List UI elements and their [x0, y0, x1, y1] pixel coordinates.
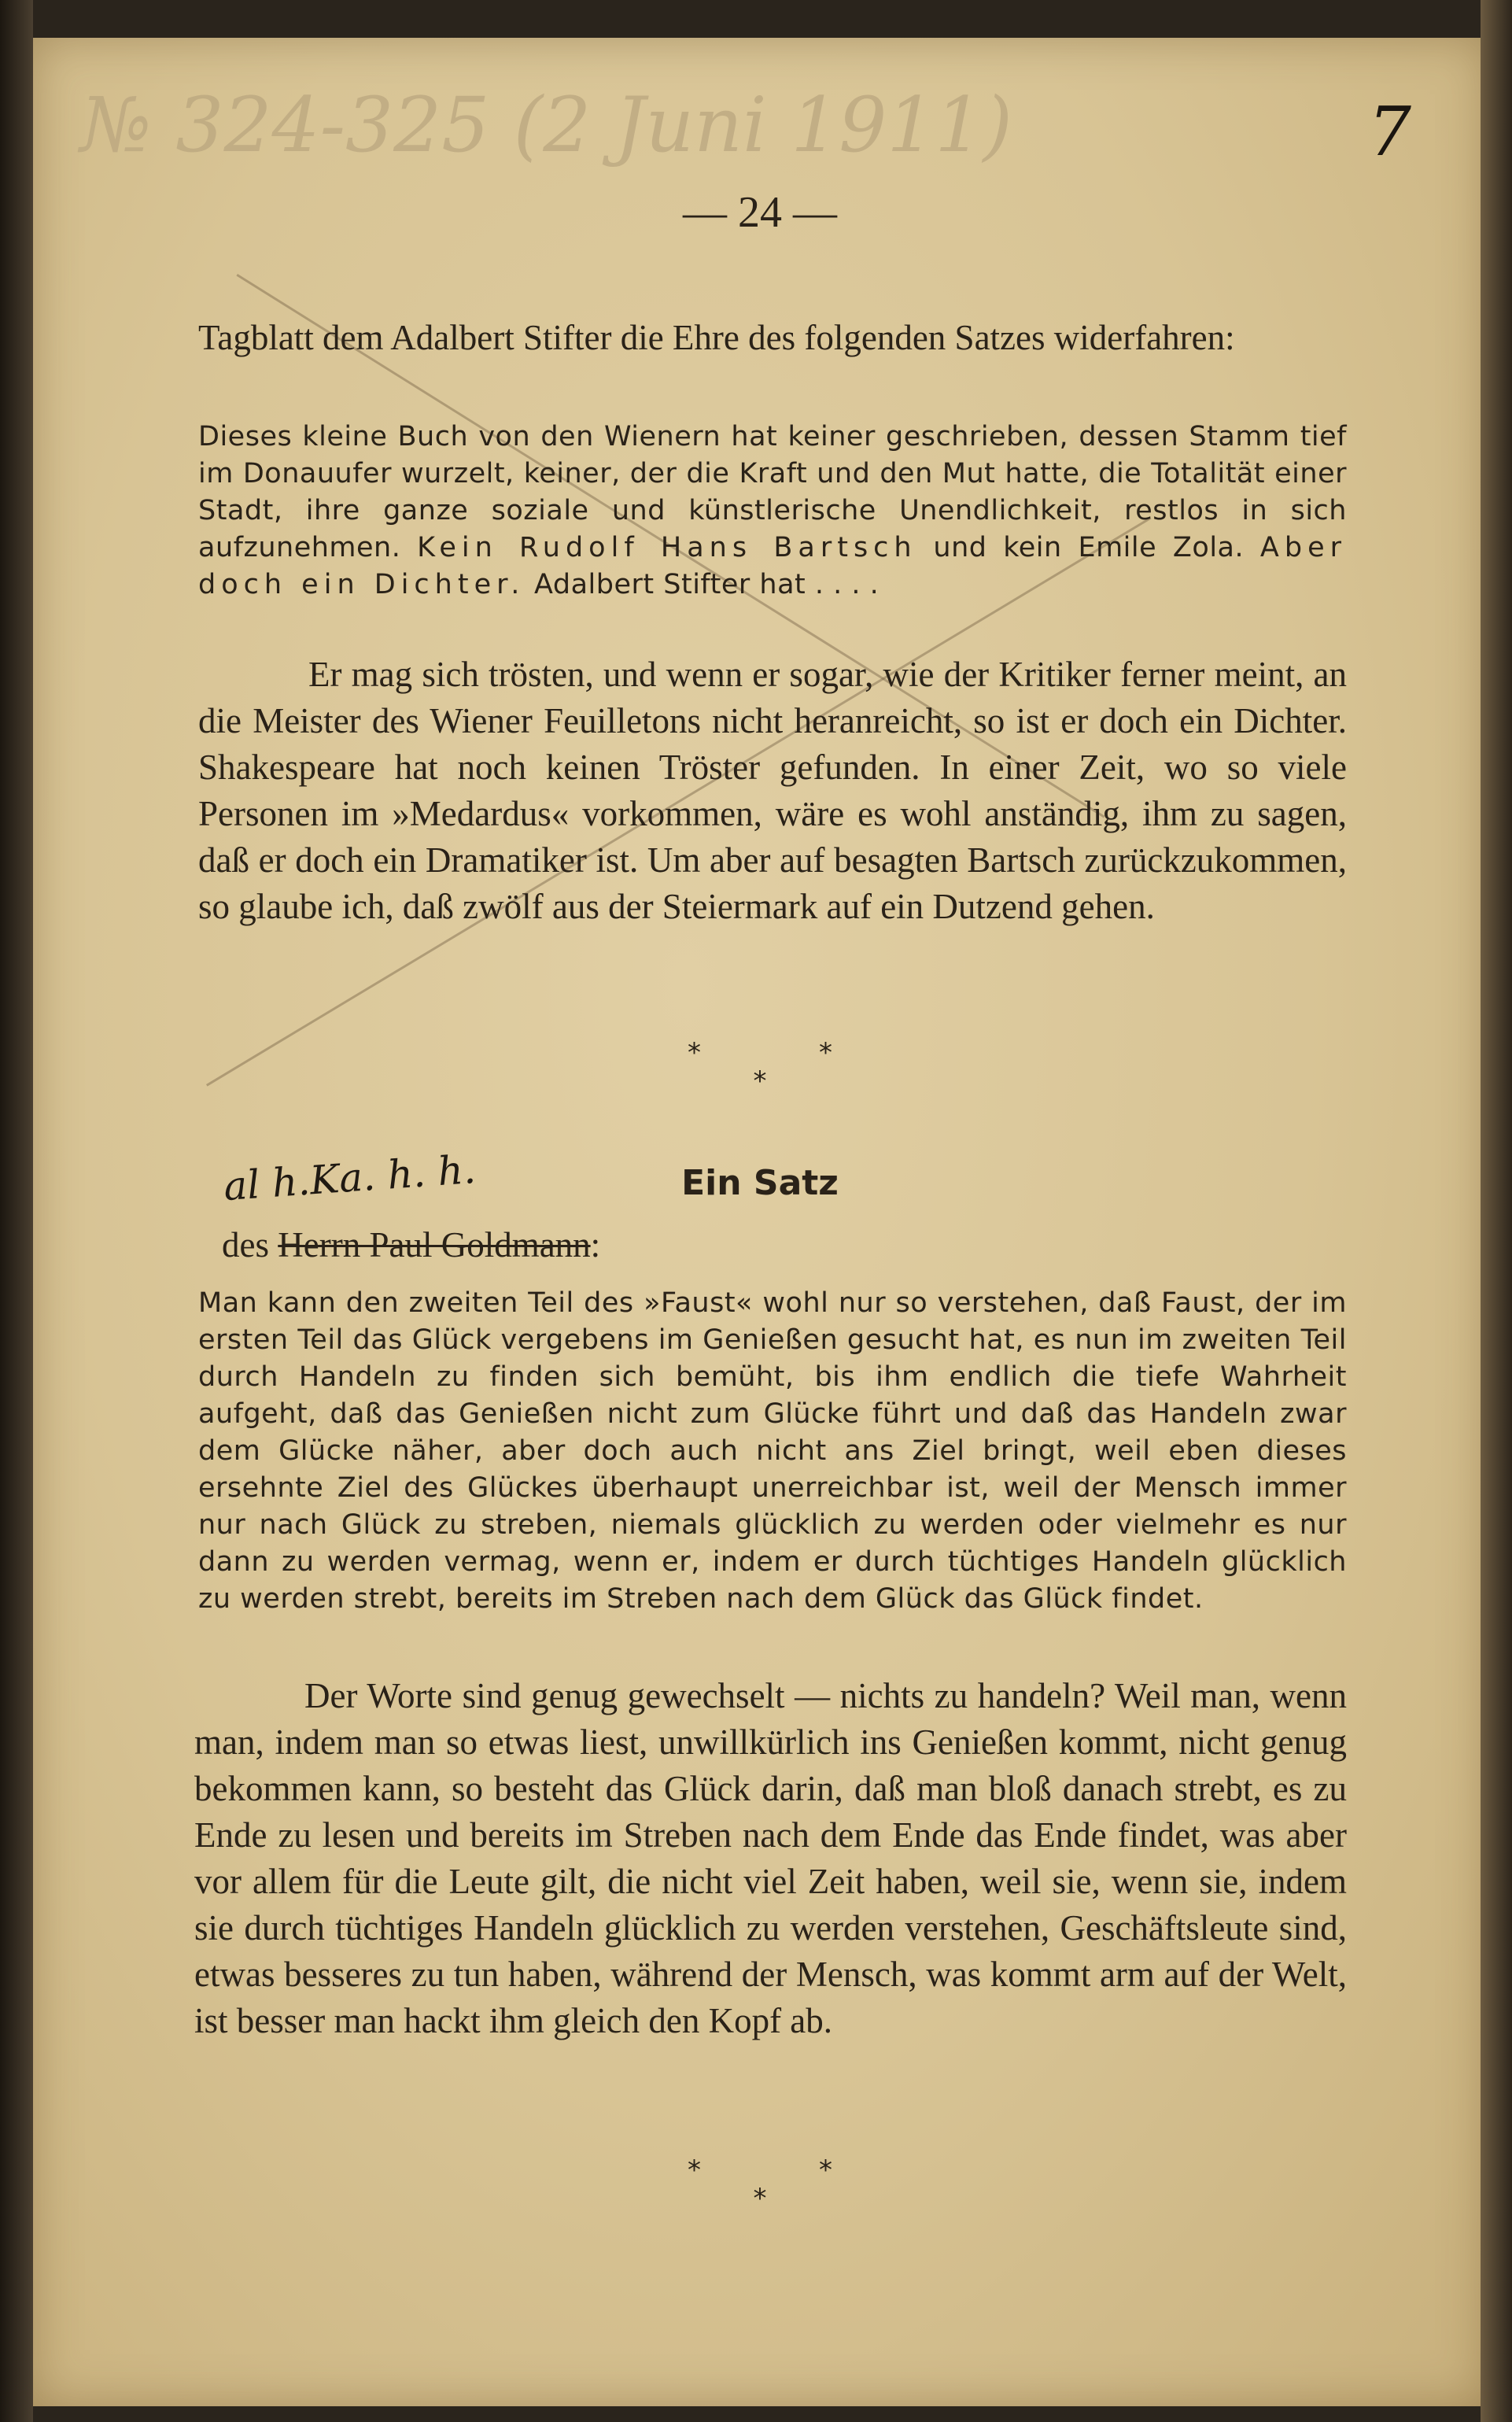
quote-block: Man kann den zweiten Teil des »Faust« wohl nur so verstehen, daß Faust, der im ersten Teil das Glück vergebens im Genießen gesucht hat, es nun im zweiten Teil durch Handeln zu finden sich bemüht, bis ihm endlich die tiefe Wahrheit aufgeht, daß das Genießen nicht zum Glücke führt und daß das Handeln zwar dem Glücke näher, aber doch auch nicht ans Ziel bringt, weil eben dieses ersehnte Ziel des Glückes überhaupt unerreichbar ist, weil der Mensch immer nur nach Glück zu streben, niemals glücklich zu werden oder vielmehr es nur dann zu werden vermag, wenn er, indem er durch tüchtiges Handeln glücklich zu werden strebt, bereits im Streben nach dem Glück das Glück findet. [198, 1287, 1347, 1615]
handwritten-annotation: al h.Ka. h. h. [222, 1146, 478, 1210]
struck-name: Herrn Paul Goldmann [278, 1225, 591, 1265]
quote-spaced-text: Kein Rudolf Hans Bartsch [417, 532, 917, 563]
book-binding [0, 0, 33, 2422]
page-number: — 24 — [683, 188, 837, 237]
quote-text: Dieses kleine Buch von den Wienern hat keiner geschrieben, dessen Stamm tief im Donauufer wurzelt, keiner, der die Kraft und den Mut hatte, die Totalität einer Stadt, ihre ganze soziale und künstlerische Unendlichkeit, restlos in sich aufzunehmen. [198, 421, 1347, 563]
page-edge-shadow [1481, 0, 1512, 2422]
intro-text: Tagblatt dem Adalbert Stifter die Ehre des folgenden Satzes widerfahren: [198, 318, 1235, 357]
attribution-line: des Herrn Paul Goldmann: [222, 1225, 601, 1265]
paragraph: Er mag sich trösten, und wenn er sogar, wie der Kritiker ferner meint, an die Meister des Wiener Feuilletons nicht heranreicht, so ist er doch ein Dichter. Shakespeare hat noch keinen Tröster gefunden. In einer Zeit, wo so viele Personen im »Medardus« vorkommen, wäre es wohl anständig, ihm zu sagen, daß er doch ein Dramatiker ist. Um aber auf besagten Bartsch zurückzukommen, so glaube ich, daß zwölf aus der Steiermark auf ein Dutzend gehen. [198, 655, 1347, 926]
quote-spaced-text: Aber doch ein Dichter. [198, 532, 1347, 600]
section-separator: * * * [688, 1037, 832, 1097]
page-mark: 7 [1368, 93, 1411, 172]
archive-note: № 324-325 (2 Juni 1911) [80, 81, 1012, 169]
quote-block [198, 419, 1347, 604]
paragraph: Der Worte sind genug gewechselt — nichts zu handeln? Weil man, wenn man, indem man so etwas liest, unwillkürlich ins Genießen kommt, nicht genug bekommen kann, so besteht das Glück darin, daß man bloß danach strebt, es zu Ende zu lesen und bereits im Streben nach dem Ende das Ende findet, was aber vor allem für die Leute gilt, die nicht viel Zeit haben, weil sie, wenn sie, indem sie durch tüchtiges Handeln glücklich zu werden verstehen, Geschäftsleute sind, etwas besseres zu tun haben, während der Mensch, was kommt arm auf der Welt, ist besser man hackt ihm gleich den Kopf ab. [194, 1676, 1347, 2040]
quote-text: und kein Emile Zola. [933, 532, 1245, 563]
quote-text: Adalbert Stifter hat . . . . [534, 569, 880, 600]
section-heading: Ein Satz [681, 1163, 839, 1203]
section-separator: * * * [688, 2154, 832, 2214]
document-page [33, 38, 1487, 2406]
